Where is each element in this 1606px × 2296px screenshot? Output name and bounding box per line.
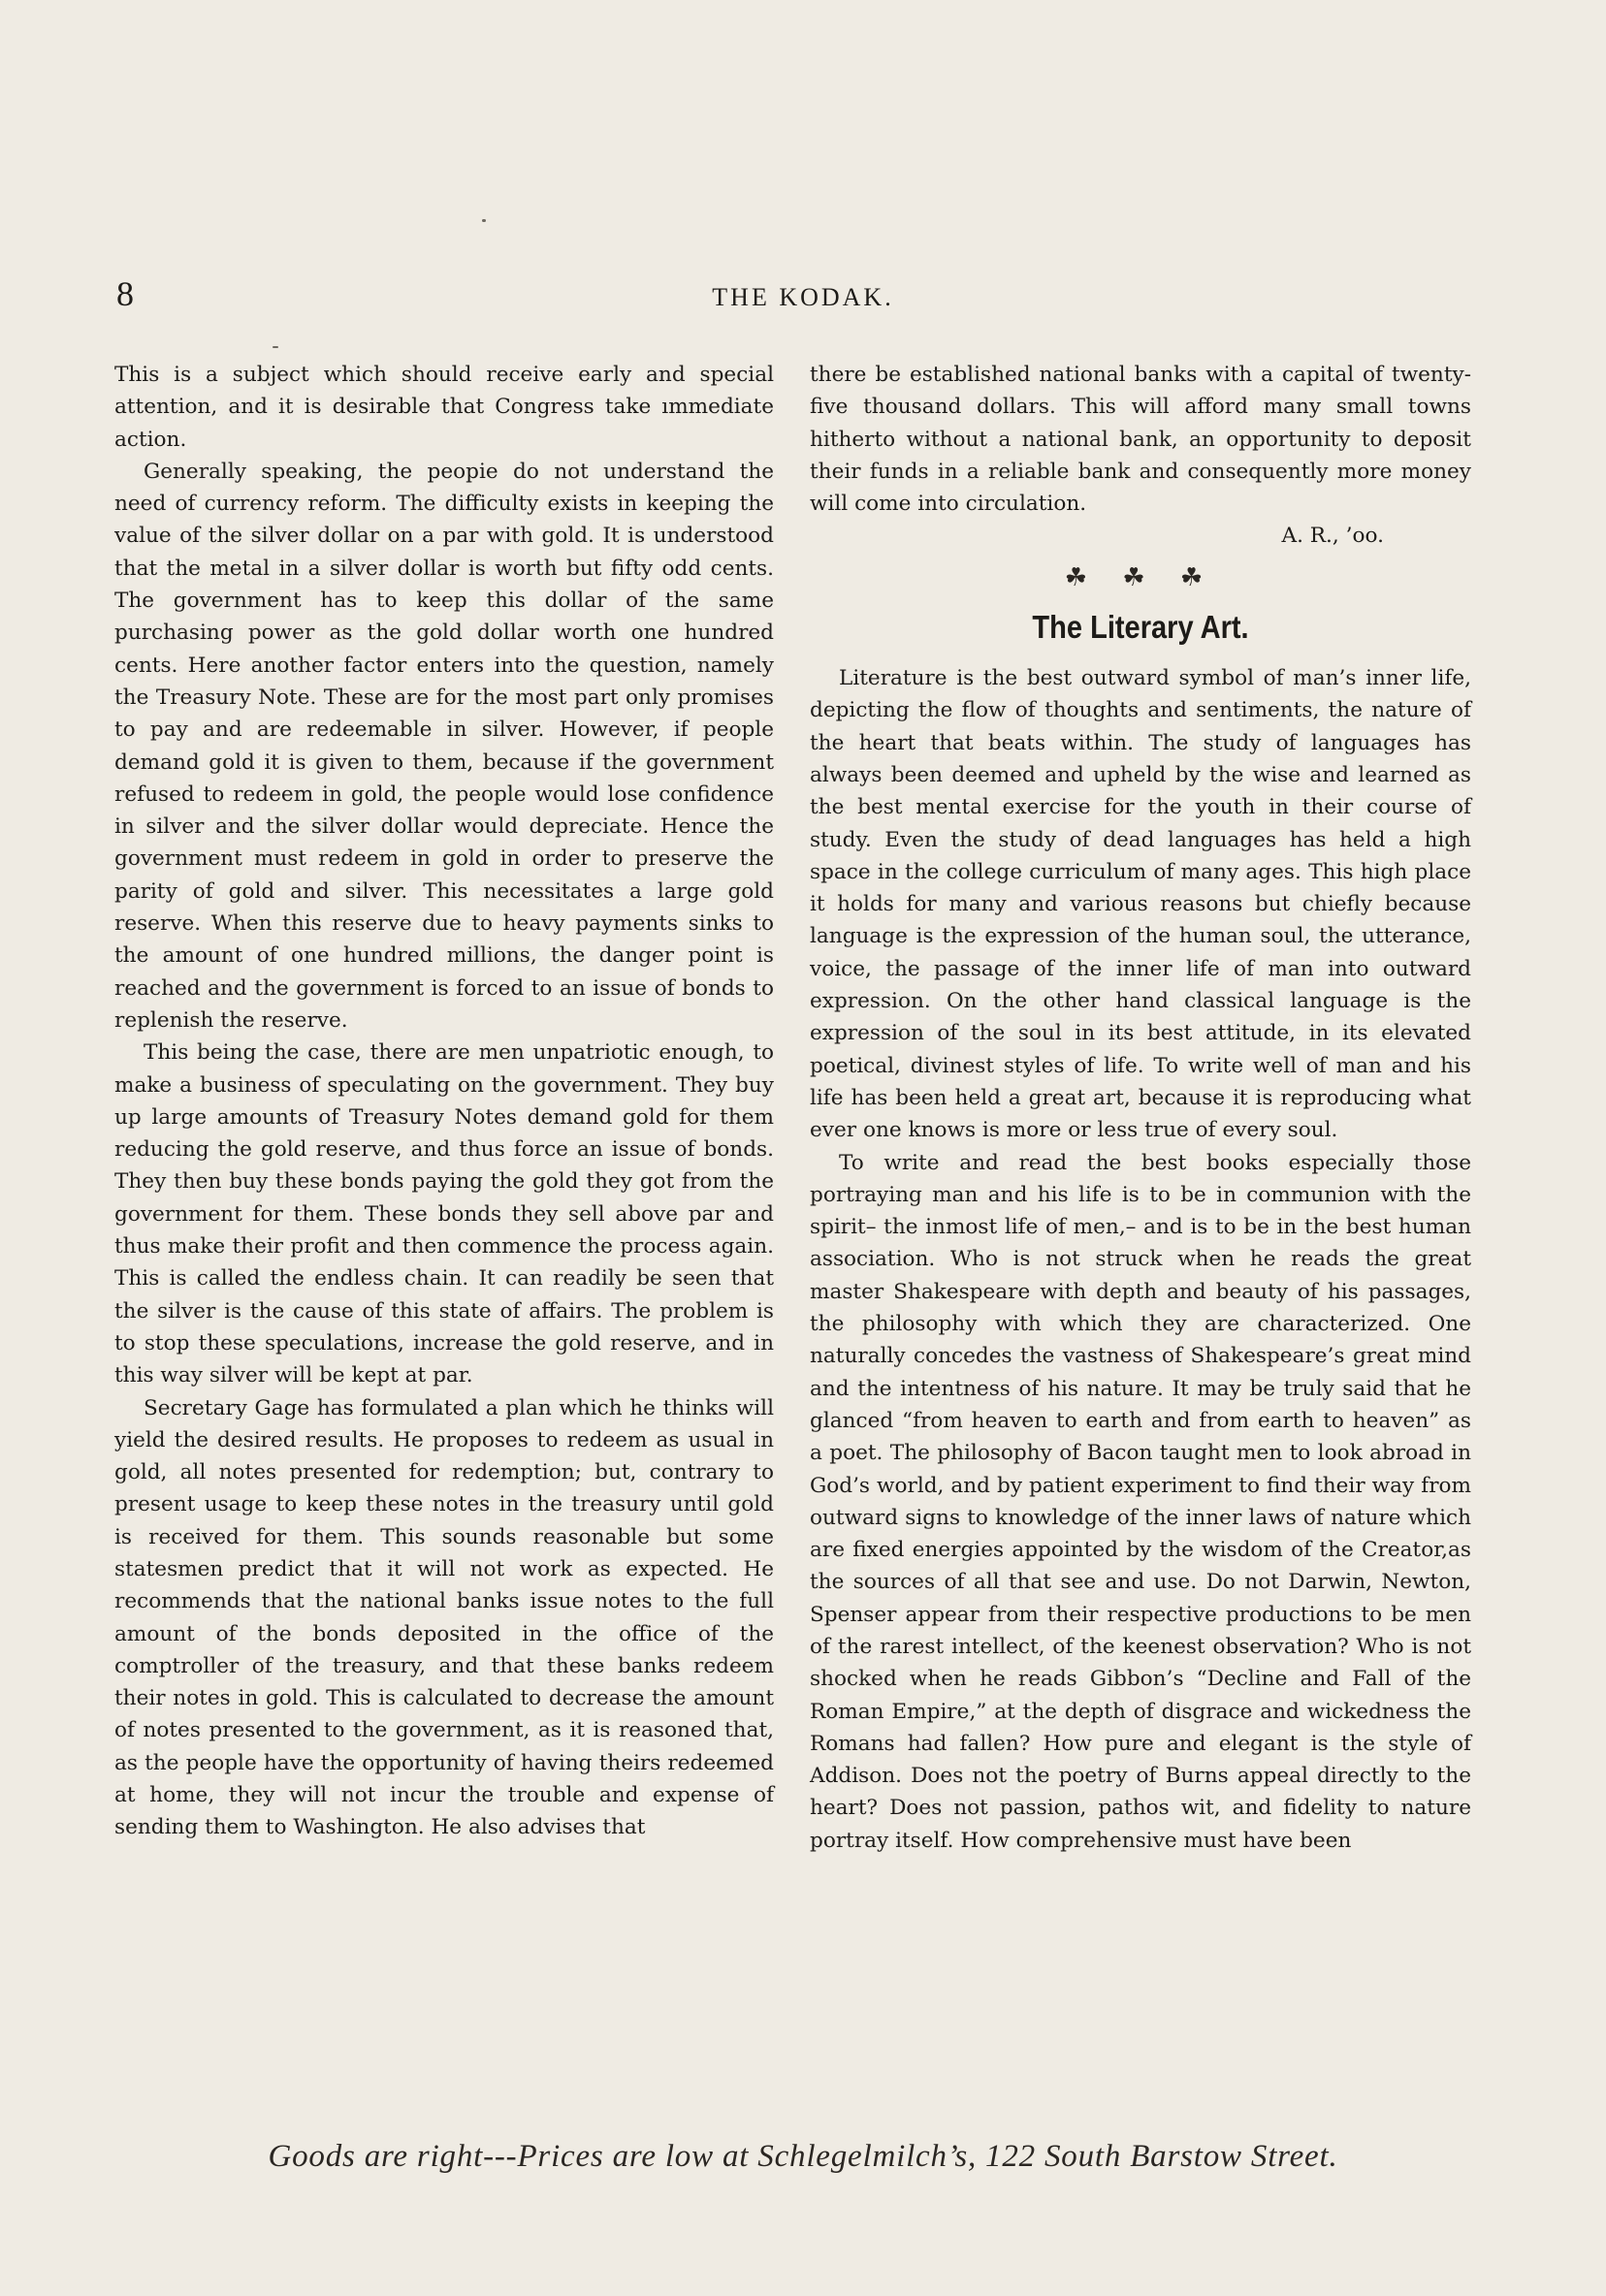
page-number: 8 <box>116 274 135 313</box>
running-head: THE KODAK. <box>712 283 894 311</box>
right-column <box>810 359 1471 1857</box>
paragraph: This is a subject which should receive early and special attention, and it is desirable that Congress take ımmediate action. <box>114 363 774 452</box>
paper-speck <box>273 346 278 348</box>
paragraph: This being the case, there are men unpatriotic enough, to make a business of speculating on the government. They buy up large amounts of Treasury Notes demand gold for them reducing the gold reserve, and thus force an issue of bonds. They then buy these bonds paying the gold they got from the government for them. These bonds they sell above par and thus make their profit and then commence the process again. This is called the endless chain. It can readily be seen that the silver is the cause of this state of affairs. The problem is to stop these speculations, increase the gold reserve, and in this way silver will be kept at par. <box>114 1040 774 1388</box>
paragraph: To write and read the best books especially those portraying man and his life is to be in communion with the spirit– the inmost life of men,– and is to be in the best human association. Who is not struck when he reads the great master Shakespeare with depth and beauty of his passages, the philosophy with which they are characterized. One naturally concedes the vastness of Shakespeare’s great mind and the intentness of his nature. It may be truly said that he glanced “from heaven to earth and from earth to heaven” as a poet. The philosophy of Bacon taught men to look abroad in God’s world, and by patient experiment to find their way from outward signs to knowledge of the inner laws of nature which are fixed energies appointed by the wisdom of the Creator,as the sources of all that see and use. Do not Darwin, Newton, Spenser appear from their respective productions to be men of the rarest intellect, of the keenest observation? Who is not shocked when he reads Gibbon’s “Decline and Fall of the Roman Empire,” at the depth of disgrace and wickedness the Romans had fallen? How pure and elegant is the style of Addison. Does not the poetry of Burns appeal directly to the heart? Does not passion, pathos wit, and fidelity to nature portray itself. How comprehensive must have been <box>810 1150 1471 1853</box>
signature-line <box>810 520 1471 552</box>
clover-ornament-icon: ☘ ☘ ☘ <box>1064 562 1217 592</box>
author-signature: A. R., ’oo. <box>1281 524 1384 549</box>
paragraph: Literature is the best outward symbol of man’s inner life, depicting the flow of thoughts and sentiments, the nature of the heart that beats within. The study of languages has always been deemed and upheld by the wise and learned as the best mental exercise for the youth in their course of study. Even the study of dead languages has held a high space in the college curriculum of many ages. This high place it holds for many and various reasons but chiefly because language is the expression of the human soul, the utterance, voice, the passage of the inner life of man into outward expression. On the other hand classical language is the expression of the soul in its best attitude, in its elevated poetical, divinest styles of life. To write well of man and his life has been held a great art, because it is reproducing what ever one knows is more or less true of every soul. <box>810 666 1471 1143</box>
paragraph: Generally speaking, the peopie do not understand the need of currency reform. The difficulty exists in keeping the value of the silver dollar on a par with gold. It is understood that the metal in a silver dollar is worth but fifty odd cents. The government has to keep this dollar of the same purchasing power as the gold dollar worth one hundred cents. Here another factor enters into the question, namely the Treasury Note. These are for the most part only promises to pay and are redeemable in silver. However, if people demand gold it is given to them, because if the government refused to redeem in gold, the people would lose confidence in silver and the silver dollar would depreciate. Hence the government must redeem in gold in order to preserve the parity of gold and silver. This necessitates a large gold reserve. When this reserve due to heavy payments sinks to the amount of one hundred millions, the danger point is reached and the government is forced to an issue of bonds to replenish the reserve. <box>114 459 774 1033</box>
footer-advertisement: Goods are right---Prices are low at Schlegelmilch’s, 122 South Barstow Street. <box>268 2139 1338 2174</box>
paragraph: Secretary Gage has formulated a plan which he thinks will yield the desired results. He proposes to redeem as usual in gold, all notes presented for redemption; but, contrary to present usage to keep these notes in the treasury until gold is received for them. This sounds reasonable but some statesmen predict that it will not work as expected. He recommends that the national banks issue notes to the full amount of the bonds deposited in the office of the comptroller of the treasury, and that these banks redeem their notes in gold. This is calculated to decrease the amount of notes presented to the government, as it is reasoned that, as the people have the opportunity of having theirs redeemed at home, they will not incur the trouble and expense of sending them to Washington. He also advises that <box>114 1395 774 1840</box>
paper-speck <box>482 219 486 222</box>
paragraph-continuation <box>810 359 1471 520</box>
article-title: The Literary Art. <box>1032 609 1249 646</box>
left-column <box>114 359 774 1844</box>
continuation-text: there be established national banks with a capital of twenty-five thousand dollars. This will afford many small towns hitherto without a national bank, an opportunity to deposit their funds in a reliable bank and consequently more money will come into circulation. <box>810 363 1471 517</box>
